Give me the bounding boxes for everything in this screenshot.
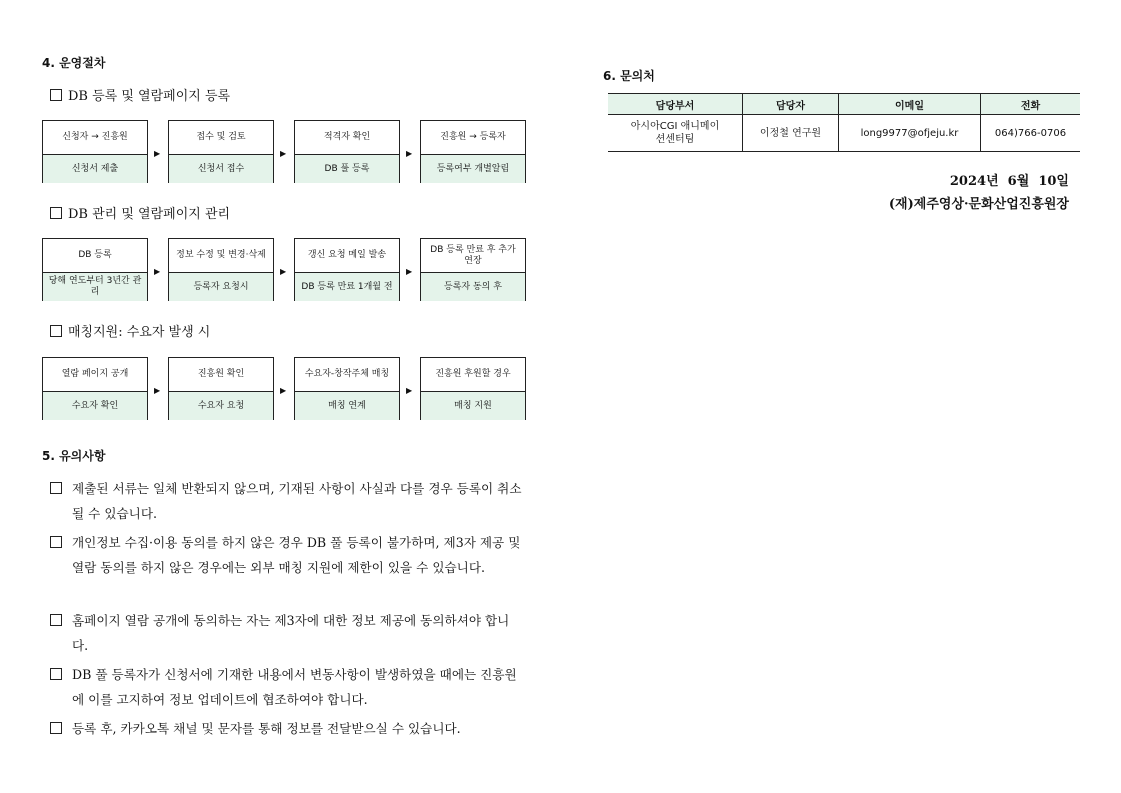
flow-step: 진흥원 후원할 경우 매칭 지원 — [420, 357, 526, 420]
flow-step: 신청자 → 진흥원 신청서 제출 — [42, 120, 148, 183]
flow-step: 접수 및 검토 신청서 접수 — [168, 120, 274, 183]
arrow-right-icon: ▶ — [406, 386, 413, 395]
col-header: 담당부서 — [608, 94, 743, 115]
flow-step: 적격자 확인 DB 풀 등록 — [294, 120, 400, 183]
issue-date: 2024년 6월 10일 — [949, 174, 1069, 189]
note-item: 제출된 서류는 일체 반환되지 않으며, 기재된 사항이 사실과 다를 경우 등록이 취소될 수 있습니다. — [50, 476, 525, 526]
col-header: 전화 — [981, 94, 1081, 115]
checkbox-icon — [50, 482, 62, 494]
flow-step: 열람 페이지 공개 수요자 확인 — [42, 357, 148, 420]
arrow-right-icon: ▶ — [154, 149, 161, 158]
arrow-right-icon: ▶ — [280, 267, 287, 276]
checkbox-icon — [50, 614, 62, 626]
flow-step: 진흥원 확인 수요자 요청 — [168, 357, 274, 420]
contact-table — [608, 93, 1080, 152]
col-header: 이메일 — [839, 94, 981, 115]
arrow-right-icon: ▶ — [154, 267, 161, 276]
phone-cell: 064)766-0706 — [981, 115, 1081, 152]
arrow-right-icon: ▶ — [406, 267, 413, 276]
note-item: 등록 후, 카카오톡 채널 및 문자를 통해 정보를 전달받으실 수 있습니다. — [50, 716, 525, 741]
checkbox-icon — [50, 722, 62, 734]
flow-step: 진흥원 → 등록자 등록여부 개별알림 — [420, 120, 526, 183]
note-item: 개인정보 수집·이용 동의를 하지 않은 경우 DB 풀 등록이 불가하며, 제3자 제공 및 열람 동의를 하지 않은 경우에는 외부 매칭 지원에 제한이 있을 수 있습니다. — [50, 530, 525, 580]
checkbox-icon — [50, 207, 62, 219]
checkbox-icon — [50, 89, 62, 101]
checkbox-icon — [50, 325, 62, 337]
flow-group2 — [42, 238, 524, 308]
arrow-right-icon: ▶ — [154, 386, 161, 395]
issuer-org: (재)제주영상·문화산업진흥원장 — [888, 197, 1069, 212]
checkbox-icon — [50, 668, 62, 680]
flow-step: 갱신 요청 메일 발송 DB 등록 만료 1개월 전 — [294, 238, 400, 301]
group3-heading: 매칭지원: 수요자 발생 시 — [50, 321, 210, 340]
checkbox-icon — [50, 536, 62, 548]
table-header-row — [608, 94, 1080, 115]
arrow-right-icon: ▶ — [280, 149, 287, 158]
person-cell: 이정철 연구원 — [743, 115, 839, 152]
flow-step: DB 등록 만료 후 추가 연장 등록자 동의 후 — [420, 238, 526, 301]
dept-cell: 아시아CGI 애니메이션센터팀 — [608, 115, 743, 152]
flow-group1 — [42, 120, 524, 190]
arrow-right-icon: ▶ — [280, 386, 287, 395]
arrow-right-icon: ▶ — [406, 149, 413, 158]
section5-title: 5. 유의사항 — [42, 449, 106, 463]
note-item: 홈페이지 열람 공개에 동의하는 자는 제3자에 대한 정보 제공에 동의하셔야 합니다. — [50, 608, 525, 658]
flow-step: DB 등록 당해 연도부터 3년간 관리 — [42, 238, 148, 301]
group1-heading: DB 등록 및 열람페이지 등록 — [50, 85, 230, 104]
table-row — [608, 115, 1080, 152]
col-header: 담당자 — [743, 94, 839, 115]
section6-title: 6. 문의처 — [603, 69, 655, 83]
flow-step: 수요자-창작주체 매칭 매칭 연계 — [294, 357, 400, 420]
email-cell[interactable]: long9977@ofjeju.kr — [839, 115, 981, 152]
group2-heading: DB 관리 및 열람페이지 관리 — [50, 203, 230, 222]
flow-group3 — [42, 357, 524, 427]
flow-step: 정보 수정 및 변경·삭제 등록자 요청시 — [168, 238, 274, 301]
note-item: DB 풀 등록자가 신청서에 기재한 내용에서 변동사항이 발생하였을 때에는 진흥원에 이를 고지하여 정보 업데이트에 협조하여야 합니다. — [50, 662, 525, 712]
section4-title: 4. 운영절차 — [42, 56, 106, 70]
